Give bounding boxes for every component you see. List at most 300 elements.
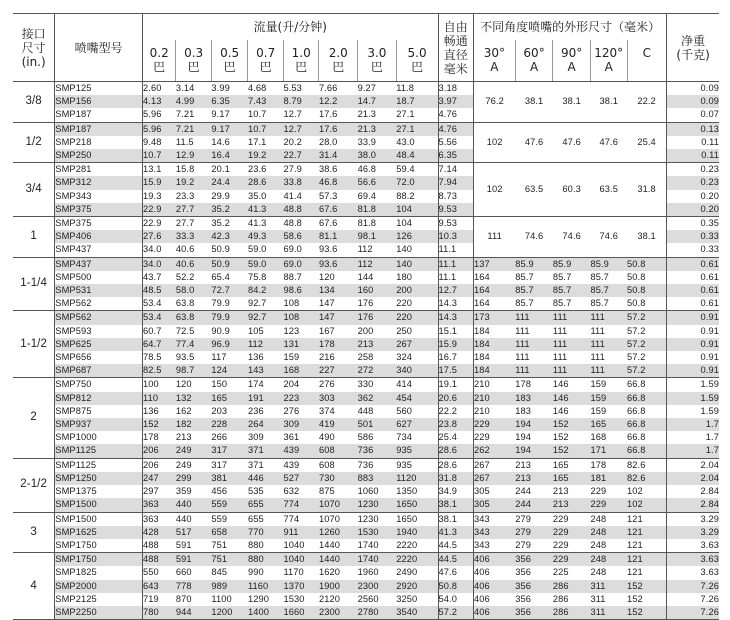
free-diameter-cell: 54.0 — [438, 593, 474, 606]
dimension-cell: 213 — [552, 486, 569, 497]
dimension-cell: 102 — [474, 163, 516, 217]
table-row — [13, 472, 719, 485]
dimension-cell: 406 — [474, 593, 490, 604]
flow-cell: 40.6 — [176, 243, 212, 257]
table-row — [13, 338, 719, 351]
dimension-cell: 159 — [590, 379, 607, 390]
free-diameter-cell: 16.7 — [438, 351, 474, 364]
pressure-header-line: 巴 — [370, 60, 383, 75]
table-row — [13, 485, 719, 498]
flow-cell: 206 — [142, 444, 175, 458]
flow-cell: 33.3 — [176, 230, 212, 243]
connection-size-cell: 1/2 — [13, 122, 55, 163]
dimension-cell: 229 — [590, 498, 627, 512]
flow-cell: 3.14 — [175, 83, 195, 93]
flow-cell: 2920 — [396, 580, 438, 593]
dimension-cell: 164 — [474, 271, 490, 282]
free-diameter-cell: 11.1 — [438, 257, 474, 271]
flow-cell: 20.1 — [211, 164, 230, 175]
flow-cell: 12.7 — [283, 122, 319, 136]
dimension-cell: 406 — [474, 567, 490, 578]
flow-cell: 57.3 — [318, 190, 338, 201]
dimension-cell: 159 — [590, 392, 627, 405]
dimension-cell: 85.7 — [553, 284, 591, 297]
angle-header-line: A — [567, 60, 576, 75]
flow-cell: 100 — [142, 379, 159, 390]
dimension-cell: 159 — [590, 405, 607, 416]
pressure-header-4 — [283, 40, 319, 82]
angle-header-line: 60° — [523, 46, 545, 61]
connection-size-cell: 1-1/2 — [13, 311, 55, 378]
flow-cell: 117 — [211, 352, 227, 363]
flow-cell: 15.9 — [142, 176, 175, 189]
flow-cell: 778 — [176, 580, 212, 593]
dimension-cell: 244 — [515, 486, 532, 497]
flow-cell: 81.8 — [357, 218, 377, 229]
model-cell: SMP1125 — [55, 444, 143, 458]
table-row — [13, 418, 719, 431]
flow-cell: 317 — [211, 459, 228, 470]
flow-cell: 944 — [176, 606, 212, 620]
flow-cell: 93.6 — [319, 243, 358, 257]
dimension-cell: 82.6 — [627, 458, 667, 472]
flow-cell: 78.5 — [142, 352, 162, 363]
free-diameter-cell: 44.5 — [438, 539, 474, 553]
dimension-cell: 229 — [553, 539, 591, 553]
weight-cell: 1.7 — [667, 444, 719, 458]
dimension-cell: 85.7 — [590, 297, 627, 311]
flow-cell: 134 — [319, 284, 358, 297]
free-diameter-cell: 28.6 — [438, 458, 474, 472]
flow-cell: 643 — [142, 580, 175, 593]
table-row — [13, 351, 719, 364]
free-diameter-cell: 11.1 — [438, 271, 474, 284]
flow-cell: 27.7 — [176, 203, 212, 217]
flow-cell: 41.3 — [247, 218, 267, 229]
flow-cell: 22.9 — [142, 203, 175, 217]
pressure-header-line: 巴 — [295, 60, 308, 75]
pressure-header-2 — [211, 40, 248, 82]
flow-cell: 363 — [142, 498, 175, 512]
dimension-cell: 343 — [474, 513, 490, 524]
dimension-cell: 164 — [474, 284, 516, 297]
pressure-header-line: 2.0 — [328, 46, 348, 61]
flow-cell: 176 — [358, 311, 397, 325]
table-row — [13, 163, 719, 177]
dimension-cell: 181 — [590, 472, 627, 485]
flow-cell: 12.7 — [283, 108, 319, 122]
flow-cell: 213 — [358, 338, 397, 351]
flow-cell: 123 — [283, 325, 300, 336]
flow-cell: 14.6 — [211, 136, 230, 147]
model-cell: SMP593 — [55, 325, 143, 338]
flow-cell: 2220 — [396, 539, 438, 553]
weight-cell: 2.84 — [700, 486, 719, 497]
pressure-header-6 — [358, 40, 397, 82]
weight-header-line2: (千克) — [676, 47, 710, 62]
dimension-cell: 248 — [590, 567, 607, 578]
flow-cell: 213 — [175, 432, 192, 443]
flow-cell: 174 — [247, 379, 264, 390]
flow-cell: 1370 — [283, 580, 319, 593]
dimension-cell: 76.2 — [474, 82, 516, 123]
size-header-line1: 接口 — [21, 26, 46, 41]
flow-cell: 206 — [142, 459, 159, 470]
weight-cell: 0.20 — [667, 203, 719, 217]
flow-cell: 33.9 — [357, 136, 377, 147]
dimension-cell: 152 — [553, 418, 591, 431]
dimension-cell: 267 — [474, 472, 516, 485]
angle-header-3 — [590, 40, 627, 82]
free-diameter-cell: 57.2 — [438, 606, 474, 620]
model-cell: SMP2125 — [55, 593, 143, 606]
dimension-cell: 111 — [552, 325, 568, 336]
flow-cell: 324 — [396, 351, 438, 364]
model-cell: SMP250 — [55, 149, 143, 163]
dimension-cell: 356 — [515, 606, 553, 620]
flow-cell: 439 — [283, 444, 319, 458]
flow-cell: 454 — [396, 392, 438, 405]
dimension-cell: 146 — [552, 405, 569, 416]
dimension-cell: 286 — [553, 580, 591, 593]
flow-cell: 29.9 — [211, 190, 230, 201]
table-row — [13, 297, 719, 311]
dimension-cell: 111 — [515, 311, 553, 325]
weight-cell: 0.91 — [700, 352, 719, 363]
flow-cell: 72.0 — [396, 176, 438, 189]
flow-cell: 147 — [319, 297, 358, 311]
flow-cell: 19.2 — [248, 149, 284, 163]
dimension-cell: 146 — [552, 379, 569, 390]
dimension-cell: 184 — [474, 364, 516, 378]
dimension-cell: 311 — [590, 580, 627, 593]
flow-cell: 136 — [247, 352, 264, 363]
flow-cell: 92.7 — [248, 311, 284, 325]
flow-cell: 191 — [248, 392, 284, 405]
flow-cell: 488 — [142, 539, 175, 553]
dimension-cell: 152 — [627, 593, 667, 606]
flow-cell: 560 — [396, 405, 438, 418]
free-diameter-cell: 41.3 — [438, 526, 474, 539]
flow-cell: 112 — [248, 338, 284, 351]
flow-cell: 309 — [283, 418, 319, 431]
table-row — [13, 405, 719, 418]
flow-cell: 1290 — [247, 593, 270, 604]
flow-cell: 52.2 — [175, 271, 195, 282]
dimension-cell: 82.6 — [627, 472, 667, 485]
weight-cell: 3.29 — [700, 513, 719, 524]
free-diameter-cell: 38.1 — [438, 498, 474, 512]
dimension-cell: 111 — [590, 325, 605, 336]
flow-cell: 730 — [319, 472, 358, 485]
table-row — [13, 82, 719, 96]
flow-cell: 550 — [142, 567, 159, 578]
dimension-cell: 74.6 — [515, 217, 553, 258]
flow-cell: 120 — [175, 379, 192, 390]
flow-cell: 18.7 — [396, 95, 438, 108]
dimension-cell: 111 — [552, 352, 568, 363]
table-row — [13, 539, 719, 553]
dims-header: 不同角度喷嘴的外形尺寸（毫米） — [474, 14, 667, 40]
angle-header-0 — [474, 40, 516, 82]
flow-cell: 1230 — [358, 498, 397, 512]
dimension-cell: 164 — [474, 297, 516, 311]
table-row — [13, 364, 719, 378]
model-cell: SMP500 — [55, 271, 143, 284]
flow-cell: 200 — [357, 325, 374, 336]
dimension-cell: 85.9 — [590, 257, 627, 271]
pressure-header-line: 0.3 — [184, 46, 204, 61]
pressure-header-line: 巴 — [332, 60, 345, 75]
table-row — [13, 553, 719, 567]
flow-cell: 81.8 — [358, 203, 397, 217]
flow-cell: 249 — [176, 444, 212, 458]
flow-cell: 67.6 — [319, 203, 358, 217]
flow-cell: 1530 — [358, 526, 397, 539]
flow-cell: 159 — [283, 352, 300, 363]
flow-cell: 13.1 — [142, 164, 162, 175]
model-cell: SMP1500 — [55, 498, 143, 512]
flow-cell: 17.1 — [247, 136, 267, 147]
flow-cell: 770 — [248, 526, 284, 539]
dimension-cell: 85.7 — [515, 271, 534, 282]
dimension-cell: 343 — [474, 526, 516, 539]
flow-cell: 2490 — [396, 566, 438, 579]
flow-cell: 428 — [142, 526, 175, 539]
weight-cell: 0.33 — [667, 243, 719, 257]
flow-cell: 140 — [396, 257, 438, 271]
table-row — [13, 271, 719, 284]
flow-cell: 276 — [318, 379, 335, 390]
flow-cell: 5.53 — [283, 83, 302, 93]
dimension-cell: 173 — [474, 311, 516, 325]
flow-cell: 69.0 — [283, 243, 319, 257]
free-diameter-cell: 14.3 — [438, 297, 474, 311]
weight-cell: 0.11 — [701, 136, 719, 147]
model-cell: SMP406 — [55, 230, 143, 243]
flow-cell: 586 — [357, 432, 374, 443]
flow-cell: 81.1 — [319, 230, 358, 243]
pressure-header-line: 0.2 — [149, 46, 169, 61]
flow-cell: 247 — [142, 472, 175, 485]
flow-cell: 59.0 — [248, 257, 284, 271]
flow-cell: 608 — [319, 444, 358, 458]
weight-cell: 0.61 — [667, 297, 719, 311]
dimension-cell: 248 — [590, 526, 627, 539]
model-cell: SMP562 — [55, 311, 143, 325]
flow-cell: 162 — [175, 405, 192, 416]
flow-cell: 63.8 — [176, 297, 212, 311]
flow-cell: 27.9 — [283, 164, 302, 175]
weight-cell: 0.35 — [700, 218, 719, 229]
table-row — [13, 566, 719, 579]
flow-cell: 48.4 — [396, 149, 438, 163]
flow-cell: 719 — [142, 593, 159, 604]
flow-cell: 46.8 — [357, 164, 377, 175]
weight-cell: 1.59 — [700, 379, 719, 390]
weight-cell: 0.91 — [667, 364, 719, 378]
dimension-cell: 85.7 — [552, 271, 572, 282]
flow-cell: 3.99 — [211, 83, 230, 93]
size-header-line3: (in.) — [21, 54, 46, 69]
dimension-cell: 66.8 — [627, 418, 667, 431]
flow-cell: 5.96 — [142, 108, 175, 122]
dimension-cell: 66.8 — [627, 431, 667, 444]
dimension-cell: 286 — [552, 593, 569, 604]
dimension-cell: 356 — [515, 567, 532, 578]
flow-cell: 299 — [176, 472, 212, 485]
flow-cell: 2560 — [357, 593, 379, 604]
flow-cell: 990 — [247, 567, 264, 578]
pressure-header-line: 巴 — [259, 60, 272, 75]
flow-cell: 108 — [283, 297, 319, 311]
table-row — [13, 498, 719, 512]
flow-cell: 371 — [247, 459, 264, 470]
free-diameter-cell: 22.2 — [438, 405, 474, 418]
dimension-cell: 47.6 — [590, 122, 627, 163]
weight-cell: 0.61 — [667, 284, 719, 297]
dimension-cell: 85.7 — [515, 284, 553, 297]
flow-cell: 591 — [176, 553, 212, 567]
flow-cell: 591 — [176, 539, 212, 553]
flow-cell: 1350 — [396, 485, 438, 498]
dimension-cell: 50.8 — [627, 271, 667, 284]
model-cell: SMP281 — [55, 163, 143, 177]
flow-cell: 236 — [247, 405, 264, 416]
free-header-line2: 畅通 — [443, 33, 468, 48]
dimension-cell: 267 — [474, 459, 490, 470]
flow-cell: 67.6 — [318, 218, 338, 229]
dimension-cell: 311 — [590, 606, 627, 620]
dimension-cell: 406 — [474, 553, 516, 567]
dimension-cell: 57.2 — [627, 338, 667, 351]
flow-cell: 168 — [283, 364, 319, 378]
dimension-cell: 111 — [515, 338, 553, 351]
weight-cell: 0.07 — [667, 108, 719, 122]
dimension-cell: 279 — [515, 513, 532, 524]
flow-cell: 10.7 — [142, 149, 175, 163]
flow-cell: 8.79 — [283, 95, 319, 108]
flow-cell: 989 — [211, 580, 248, 593]
flow-cell: 751 — [211, 539, 248, 553]
pressure-header-3 — [248, 40, 284, 82]
flow-cell: 140 — [396, 243, 438, 257]
dimension-cell: 343 — [474, 539, 516, 553]
model-cell: SMP1000 — [55, 431, 143, 444]
flow-cell: 1040 — [283, 553, 319, 567]
weight-cell: 1.59 — [700, 405, 719, 416]
flow-cell: 75.8 — [247, 271, 267, 282]
free-diameter-cell: 15.9 — [438, 338, 474, 351]
dimension-cell: 184 — [474, 338, 516, 351]
flow-cell: 27.6 — [142, 230, 175, 243]
dimension-cell: 305 — [474, 498, 516, 512]
flow-cell: 98.6 — [283, 284, 319, 297]
flow-cell: 21.3 — [358, 122, 397, 136]
dimension-cell: 121 — [627, 526, 667, 539]
flow-cell: 77.4 — [176, 338, 212, 351]
dimension-cell: 111 — [553, 311, 591, 325]
dimension-cell: 152 — [627, 606, 667, 620]
connection-size-cell: 3/4 — [13, 163, 55, 217]
dimension-cell: 152 — [627, 580, 667, 593]
flow-cell: 165 — [211, 392, 248, 405]
flow-cell: 167 — [318, 325, 335, 336]
flow-cell: 22.7 — [283, 149, 319, 163]
flow-cell: 559 — [211, 513, 228, 524]
dimension-cell: 111 — [515, 325, 530, 336]
flow-cell: 655 — [248, 498, 284, 512]
flow-cell: 104 — [396, 217, 438, 231]
weight-cell: 0.61 — [667, 257, 719, 271]
model-cell: SMP875 — [55, 405, 143, 418]
flow-cell: 780 — [142, 606, 175, 620]
dimension-cell: 165 — [552, 459, 569, 470]
dimension-cell: 121 — [627, 553, 667, 567]
dimension-cell: 279 — [515, 539, 553, 553]
flow-cell: 880 — [248, 539, 284, 553]
flow-cell: 72.5 — [175, 325, 195, 336]
flow-cell: 875 — [318, 486, 335, 497]
weight-cell: 7.26 — [700, 593, 719, 604]
flow-cell: 655 — [247, 513, 264, 524]
flow-cell: 440 — [176, 498, 212, 512]
flow-cell: 108 — [283, 311, 319, 325]
flow-cell: 266 — [211, 432, 228, 443]
flow-cell: 627 — [396, 418, 438, 431]
dimension-cell: 22.2 — [627, 82, 667, 123]
flow-cell: 4.13 — [142, 95, 175, 108]
dimension-cell: 85.9 — [553, 257, 591, 271]
dimension-cell: 194 — [515, 444, 553, 458]
dimension-cell: 38.1 — [515, 82, 553, 123]
flow-cell: 4.68 — [247, 83, 267, 93]
dimension-cell: 31.8 — [627, 163, 667, 217]
weight-cell: 0.23 — [700, 164, 719, 175]
flow-cell: 2300 — [358, 580, 397, 593]
dimension-cell: 47.6 — [553, 122, 591, 163]
free-diameter-cell: 28.6 — [438, 444, 474, 458]
flow-cell: 34.0 — [142, 243, 175, 257]
free-diameter-cell: 34.9 — [438, 485, 474, 498]
flow-cell: 249 — [175, 459, 192, 470]
flow-cell: 1400 — [248, 606, 284, 620]
flow-cell: 1740 — [358, 553, 397, 567]
flow-cell: 439 — [283, 459, 300, 470]
weight-cell: 0.11 — [667, 149, 719, 163]
flow-cell: 58.0 — [176, 284, 212, 297]
flow-cell: 204 — [283, 379, 300, 390]
flow-cell: 50.9 — [211, 257, 248, 271]
dimension-cell: 279 — [515, 526, 553, 539]
flow-cell: 3540 — [396, 606, 438, 620]
size-header — [13, 14, 55, 82]
dimension-cell: 111 — [590, 311, 627, 325]
flow-cell: 63.8 — [176, 311, 212, 325]
free-diameter-cell: 7.94 — [438, 176, 474, 189]
model-cell: SMP437 — [55, 243, 143, 257]
free-diameter-cell: 4.76 — [438, 122, 474, 136]
dimension-cell: 111 — [553, 338, 591, 351]
flow-cell: 17.6 — [319, 122, 358, 136]
flow-cell: 79.9 — [211, 311, 248, 325]
dimension-cell: 229 — [474, 418, 516, 431]
dimension-cell: 286 — [553, 606, 591, 620]
free-diameter-cell: 44.5 — [438, 553, 474, 567]
model-cell: SMP375 — [55, 203, 143, 217]
flow-cell: 362 — [358, 392, 397, 405]
flow-cell: 176 — [358, 297, 397, 311]
